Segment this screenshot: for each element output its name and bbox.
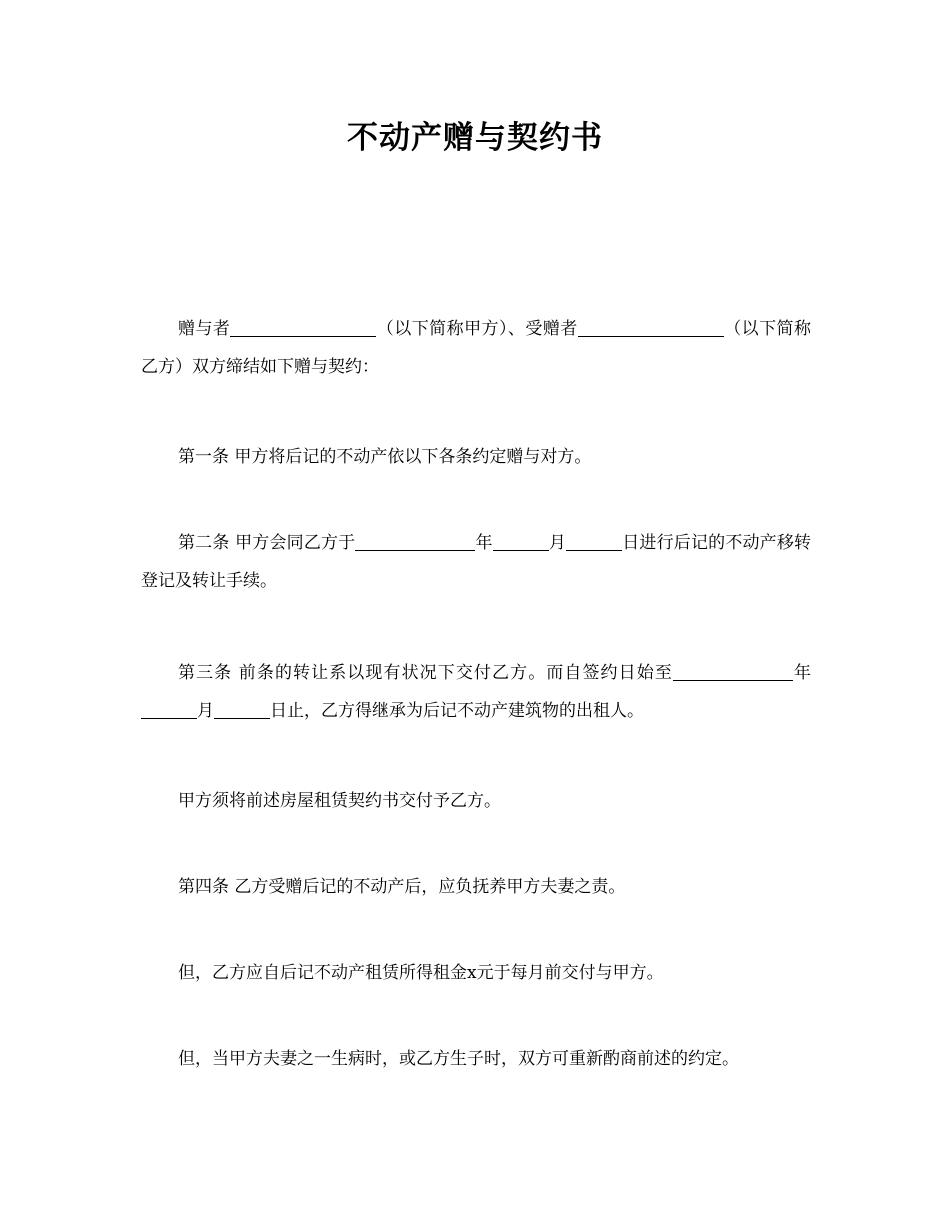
article-2-text-d: 日进行后记的不动产移转登记及转让手续。: [141, 533, 812, 591]
article-3-text-a: 第三条 前条的转让系以现有状况下交付乙方。而自签约日始至: [178, 663, 673, 683]
lease-month-blank[interactable]: [141, 700, 197, 719]
lease-year-blank[interactable]: [673, 662, 793, 681]
lease-day-blank[interactable]: [214, 700, 270, 719]
article-3-year-label: 年: [792, 663, 812, 683]
article-1: 第一条 甲方将后记的不动产依以下各条约定赠与对方。: [178, 447, 592, 467]
preamble-text-donee: （以下简称甲方）、受赠者: [376, 319, 578, 339]
article-3-supplement: 甲方须将前述房屋租赁契约书交付予乙方。: [178, 791, 501, 811]
article-4-proviso-rent: 但，乙方应自后记不动产租赁所得租金x元于每月前交付与甲方。: [178, 963, 664, 983]
article-3-text-d: 日止，乙方得继承为后记不动产建筑物的出租人。: [270, 701, 644, 721]
article-2-text-a: 第二条 甲方会同乙方于: [178, 533, 356, 553]
donee-name-blank[interactable]: [578, 318, 724, 337]
article-4-proviso-renegotiation: 但，当甲方夫妻之一生病时，或乙方生子时，双方可重新酌商前述的约定。: [178, 1049, 739, 1069]
transfer-day-blank[interactable]: [566, 532, 622, 551]
preamble-text-donor: 赠与者: [178, 319, 231, 339]
article-4: 第四条 乙方受赠后记的不动产后，应负抚养甲方夫妻之责。: [178, 877, 626, 897]
preamble-text-end: （以下简称乙方）双方缔结如下赠与契约：: [141, 319, 812, 377]
transfer-month-blank[interactable]: [493, 532, 549, 551]
donor-name-blank[interactable]: [230, 318, 376, 337]
article-2-month-label: 月: [548, 533, 567, 553]
article-3-month-label: 月: [197, 701, 214, 721]
preamble-paragraph: [141, 310, 811, 386]
document-title: 不动产赠与契约书: [347, 120, 603, 156]
article-2-year-label: 年: [475, 533, 493, 553]
transfer-year-blank[interactable]: [355, 532, 475, 551]
article-2: [141, 524, 811, 600]
article-3: [141, 654, 811, 730]
